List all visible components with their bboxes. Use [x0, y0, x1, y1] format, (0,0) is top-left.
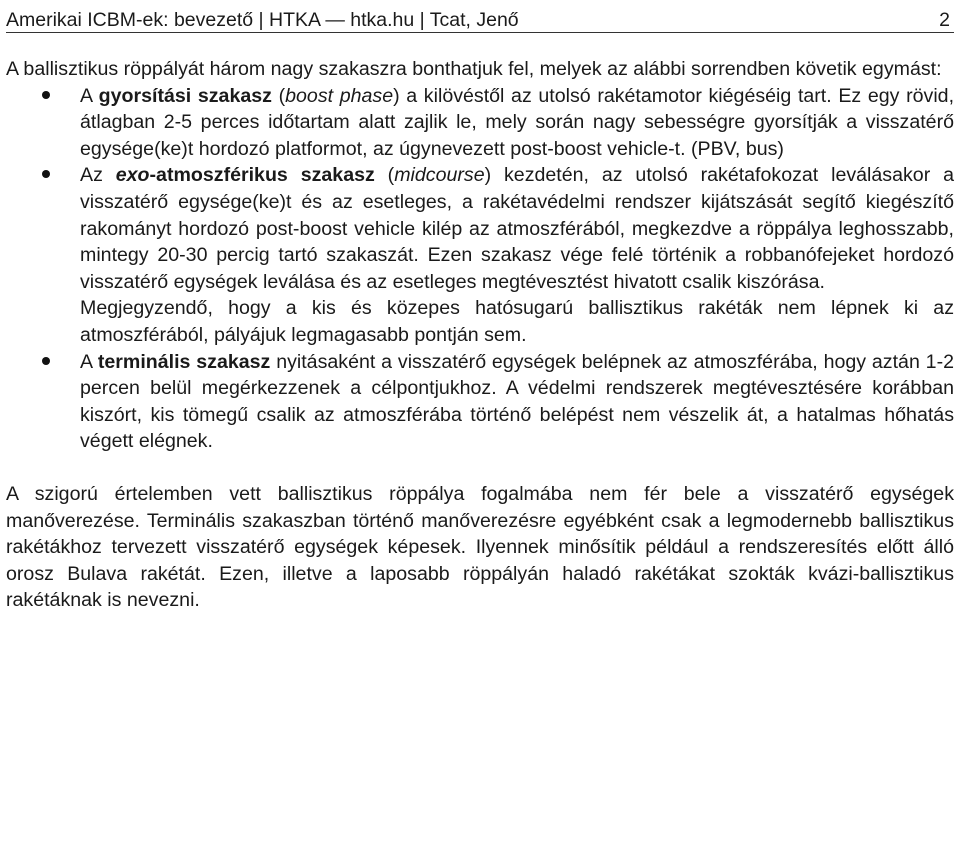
list-item-terminal [6, 349, 954, 455]
bullet-icon [42, 170, 50, 178]
running-header [6, 0, 954, 33]
item-note-midcourse: Megjegyzendő, hogy a kis és közepes hatósugarú ballisztikus rakéták nem lépnek ki az atmoszférából, pályájuk legmagasabb pontján sem. [80, 297, 954, 346]
item-text-terminal: nyitásaként a visszatérő egységek belépnek az atmoszférába, hogy aztán 1-2 percen belül megérkezzenek a célpontjukhoz. A védelmi rendszerek megtévesztésére korábban kiszórt, kis tömegű csalik az atmoszférába történő belépést nem vészelik át, a hatalmas hőhatás végett elégnek. [80, 350, 955, 453]
phase-list [6, 83, 954, 455]
term-en-boost: boost phase [285, 84, 394, 107]
term-boost: gyorsítási szakasz [98, 84, 272, 107]
item-lead: A [80, 84, 99, 107]
closing-paragraph: A szigorú értelemben vett ballisztikus röppálya fogalmába nem fér bele a visszatérő egységek manőverezése. Terminális szakaszban történő manőverezésre egyébként csak a legmodernebb ballisztikus rakétákhoz tervezett visszatérő egységek képesek. Ilyennek minősítik például a rendszeresítés előtt álló orosz Bulava rakétát. Ezen, illetve a laposabb röppályán haladó rakétákat szokták kvázi-ballisztikus rakétáknak is nevezni. [6, 482, 954, 612]
item-text-midcourse: ) kezdetén, az utolsó rakétafokozat leválásakor a visszatérő egysége(ke)t és az esetleges, a rakétavédelmi rendszer kijátszását segítő kiegészítő rakományt hordozó post-boost vehicle kilép az atmoszférából, megkezdve a röppálya leghosszabb, mintegy 20-30 percig tartó szakaszát. Ezen szakasz vége felé történik a robbanófejeket hordozó visszatérő egységek leválása és az esetleges megtévesztést hivatott csalik kiszórása. [80, 164, 955, 293]
bullet-icon [42, 91, 50, 99]
page-number: 2 [939, 9, 950, 31]
intro-paragraph: A ballisztikus röppályát három nagy szakaszra bonthatjuk fel, melyek az alábbi sorrendben követik egymást: [6, 58, 942, 80]
running-title: Amerikai ICBM-ek: bevezető | HTKA — htka.hu | Tcat, Jenő [6, 9, 519, 31]
term-terminal: terminális szakasz [97, 350, 271, 373]
term-midcourse: -atmoszférikus szakasz [149, 164, 375, 187]
list-item-midcourse [6, 162, 954, 348]
list-item-boost [6, 83, 954, 163]
document-page [6, 0, 954, 614]
item-text-boost: ) a kilövéstől az utolsó rakétamotor kiégéséig tart. Ez egy rövid, átlagban 2-5 perces időtartam alatt zajlik le, mely során nagy sebességre gyorsítják a visszatérő egysége(ke)t hordozó platformot, az úgynevezett post-boost vehicle-t. (PBV, bus) [80, 84, 955, 160]
paren: ( [271, 84, 286, 107]
term-en-midcourse: midcourse [394, 164, 485, 187]
term-prefix-exo: exo [115, 164, 150, 187]
item-lead: A [80, 350, 98, 373]
bullet-icon [42, 357, 50, 365]
paren: ( [374, 164, 395, 187]
item-lead: Az [80, 164, 116, 187]
